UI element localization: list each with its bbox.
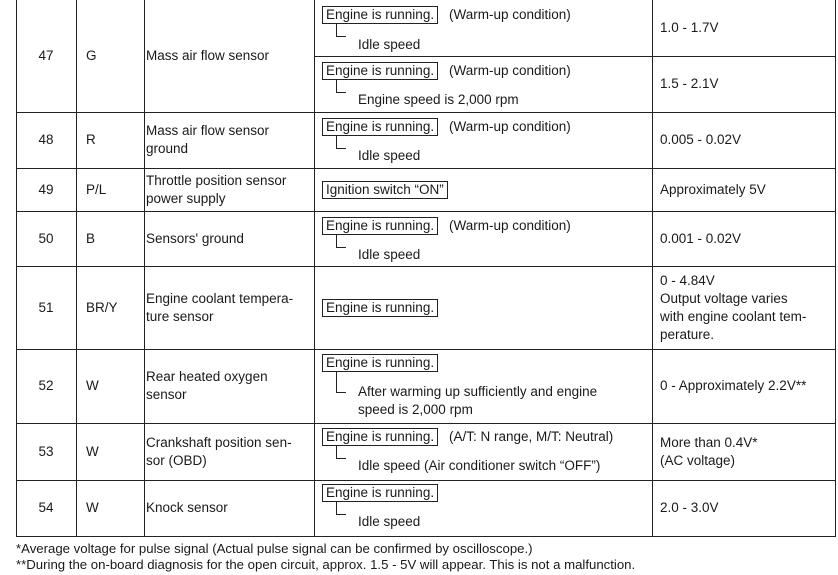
terminal-number: 52 xyxy=(38,378,54,393)
condition-text: (A/T: N range, M/T: Neutral) xyxy=(449,429,614,444)
item-line: sensor xyxy=(146,387,187,402)
bracket-line xyxy=(336,372,346,393)
data-line: Output voltage varies xyxy=(660,290,788,306)
terminal-number: 51 xyxy=(38,299,54,315)
item-name xyxy=(144,168,314,211)
item-name xyxy=(144,266,314,349)
item-name: Mass air flow sensor xyxy=(146,48,270,63)
bracket-line xyxy=(336,235,346,248)
condition-box: Engine is running. xyxy=(322,62,438,80)
item-line: sor (OBD) xyxy=(146,452,207,468)
terminal-number: 54 xyxy=(38,500,54,515)
column-divider xyxy=(314,0,315,537)
item-line: Throttle position sensor xyxy=(146,172,287,188)
data-line: with engine coolant tem- xyxy=(660,308,807,324)
wire-color: P/L xyxy=(86,181,107,197)
condition-text: (Warm-up condition) xyxy=(449,119,571,134)
data-line: 0 - 4.84V xyxy=(660,272,715,288)
terminal-table xyxy=(16,0,836,537)
bracket-line xyxy=(336,446,346,459)
wire-color: W xyxy=(86,500,99,515)
data-line: perature. xyxy=(660,326,715,342)
terminal-number: 50 xyxy=(38,230,54,246)
condition-sub: Idle speed xyxy=(358,247,421,262)
item-line: ground xyxy=(146,141,189,156)
item-name xyxy=(144,349,314,423)
item-line: power supply xyxy=(146,190,226,206)
item-line: Crankshaft position sen- xyxy=(146,434,292,450)
item-name xyxy=(144,423,314,480)
data-value xyxy=(660,423,836,480)
data-line: (AC voltage) xyxy=(660,452,736,468)
data-value: 1.5 - 2.1V xyxy=(660,76,719,91)
condition-box: Engine is running. xyxy=(322,354,438,372)
wire-color: G xyxy=(86,48,97,63)
bracket-line xyxy=(336,502,346,515)
condition-box: Engine is running. xyxy=(322,217,438,235)
condition-box: Engine is running. xyxy=(322,484,438,502)
data-value xyxy=(660,266,836,349)
condition-sub: Idle speed (Air conditioner switch “OFF”) xyxy=(358,458,601,473)
data-value: 2.0 - 3.0V xyxy=(660,500,719,515)
condition-box: Engine is running. xyxy=(322,118,438,136)
footnote-average-voltage: *Average voltage for pulse signal (Actual pulse signal can be confirmed by oscilloscope.) xyxy=(16,541,533,556)
table-border-bottom xyxy=(16,536,836,537)
item-name: Sensors' ground xyxy=(146,230,244,246)
condition-sub: After warming up sufficiently and engine xyxy=(358,384,598,399)
bracket-line xyxy=(336,136,346,149)
data-value: 0.005 - 0.02V xyxy=(660,132,742,147)
condition-box: Ignition switch “ON” xyxy=(322,181,448,199)
wire-color: BR/Y xyxy=(86,299,118,315)
condition-text: (Warm-up condition) xyxy=(449,63,571,78)
item-line: Mass air flow sensor xyxy=(146,123,270,138)
condition-sub: Engine speed is 2,000 rpm xyxy=(358,92,519,107)
wire-color: W xyxy=(86,443,99,459)
condition-sub: Idle speed xyxy=(358,148,421,163)
data-value: 1.0 - 1.7V xyxy=(660,20,719,35)
bracket-line xyxy=(336,80,346,93)
condition-box: Engine is running. xyxy=(322,6,438,24)
wire-color: R xyxy=(86,132,96,147)
item-name: Knock sensor xyxy=(146,500,228,515)
condition-text: (Warm-up condition) xyxy=(449,7,571,22)
item-name xyxy=(144,112,314,168)
condition-box: Engine is running. xyxy=(322,428,438,446)
condition-sub: speed is 2,000 rpm xyxy=(358,402,473,417)
data-value: 0 - Approximately 2.2V** xyxy=(660,378,807,393)
item-line: Rear heated oxygen xyxy=(146,369,268,384)
condition-box: Engine is running. xyxy=(322,299,438,317)
item-line: Engine coolant tempera- xyxy=(146,290,294,306)
column-divider xyxy=(652,0,653,537)
condition-sub: Idle speed xyxy=(358,514,421,529)
bracket-line xyxy=(336,24,346,37)
data-value: 0.001 - 0.02V xyxy=(660,230,742,246)
terminal-number: 49 xyxy=(38,181,54,197)
terminal-number: 47 xyxy=(38,48,54,63)
item-line: ture sensor xyxy=(146,308,214,324)
wire-color: W xyxy=(86,378,99,393)
terminal-number: 53 xyxy=(38,443,54,459)
data-value: Approximately 5V xyxy=(660,181,766,197)
terminal-number: 48 xyxy=(38,132,54,147)
condition-sub: Idle speed xyxy=(358,37,421,52)
footnote-obd: **During the on-board diagnosis for the open circuit, approx. 1.5 - 5V will appear. This is not a malfunction. xyxy=(16,557,636,572)
data-line: More than 0.4V* xyxy=(660,434,758,450)
wire-color: B xyxy=(86,230,96,246)
condition-text: (Warm-up condition) xyxy=(449,218,571,233)
